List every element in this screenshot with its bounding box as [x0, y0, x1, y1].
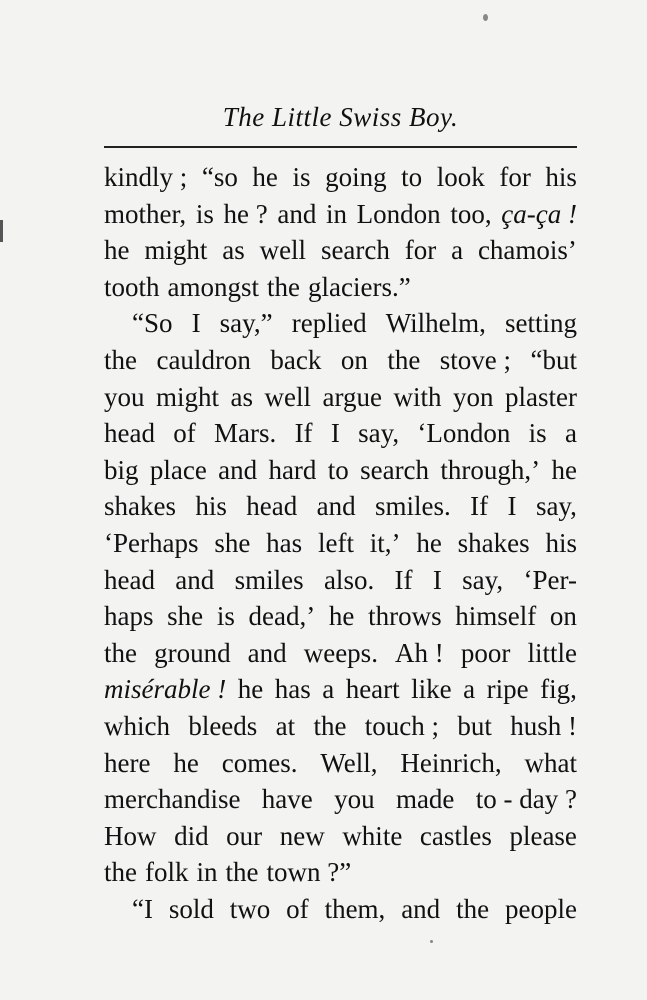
text-line	[104, 232, 577, 269]
text-line	[104, 452, 577, 489]
word: plaster	[505, 381, 577, 412]
word: is	[292, 162, 311, 192]
word: tooth	[104, 271, 160, 302]
word: dead,’	[248, 601, 316, 632]
word: the	[104, 344, 137, 375]
word: on	[549, 601, 577, 632]
text-line	[104, 745, 577, 782]
word: might	[144, 235, 208, 266]
word: stove ;	[439, 344, 512, 375]
word: with	[393, 381, 442, 412]
word: might	[156, 381, 220, 412]
word: Ah !	[395, 637, 444, 668]
word: town ?”	[266, 857, 352, 888]
word: replied	[291, 308, 367, 339]
word: search	[360, 454, 430, 485]
word: I	[330, 418, 340, 449]
word: ‘Perhaps	[104, 527, 199, 558]
word: throws	[368, 601, 442, 632]
word: shakes	[104, 491, 176, 522]
word: and	[401, 893, 441, 924]
word: himself	[455, 601, 537, 632]
text-line	[104, 305, 577, 342]
word: which	[104, 710, 170, 741]
word: ‘London	[417, 418, 511, 449]
word: folk	[145, 857, 189, 888]
text-line	[104, 342, 577, 379]
word: too,	[450, 198, 492, 229]
text-line	[104, 818, 577, 855]
body-text	[104, 159, 577, 927]
word: he	[551, 454, 577, 485]
word: I	[432, 564, 442, 595]
word: a	[451, 235, 464, 266]
word: he	[416, 527, 442, 558]
word: to - day ?	[475, 784, 577, 815]
word: castles	[419, 820, 492, 851]
word: head	[104, 418, 155, 449]
word: touch ;	[364, 710, 440, 741]
word: and	[247, 637, 287, 668]
word: Well,	[320, 747, 378, 778]
word: his	[545, 162, 577, 192]
word: bleeds	[188, 710, 258, 741]
word: like	[411, 674, 452, 705]
text-line	[104, 415, 577, 452]
word: comes.	[221, 747, 298, 778]
word: big	[104, 454, 139, 485]
word: place	[149, 454, 207, 485]
word: misérable !	[104, 674, 227, 705]
word: shakes	[457, 527, 530, 558]
word: people	[504, 893, 577, 924]
word: and	[277, 198, 317, 229]
running-header: The Little Swiss Boy.	[222, 102, 459, 132]
text-line	[104, 196, 577, 233]
word: yon	[453, 381, 494, 412]
word: If	[394, 564, 413, 595]
word: as	[230, 381, 254, 412]
word: she	[167, 601, 204, 632]
word: amongst	[167, 271, 260, 302]
word: his	[195, 491, 227, 522]
word: back	[270, 344, 322, 375]
word: head	[104, 564, 155, 595]
text-line	[104, 269, 577, 306]
word: has	[274, 674, 311, 705]
text-line	[104, 488, 577, 525]
word: Wilhelm,	[385, 308, 486, 339]
word: he	[104, 235, 130, 266]
word: the	[313, 710, 347, 741]
word: new	[279, 820, 325, 851]
text-line	[104, 854, 577, 891]
word: have	[261, 784, 313, 815]
word: ça-ça !	[501, 198, 577, 229]
word: he	[173, 747, 199, 778]
word: through,’	[440, 454, 541, 485]
word: and	[316, 491, 356, 522]
word: them,	[324, 893, 386, 924]
word: going	[325, 162, 387, 192]
word: How	[104, 820, 157, 851]
word: I	[191, 308, 201, 339]
word: white	[342, 820, 403, 851]
word: of	[173, 418, 196, 449]
word: well	[259, 235, 307, 266]
word: search	[320, 235, 390, 266]
text-line	[104, 525, 577, 562]
word: also.	[323, 564, 375, 595]
word: here	[104, 747, 151, 778]
word: to	[401, 162, 423, 192]
word: ripe	[486, 674, 529, 705]
word: made	[395, 784, 455, 815]
word: the	[267, 271, 301, 302]
word: has	[266, 527, 303, 558]
word: well	[264, 381, 312, 412]
word: glaciers.”	[308, 271, 411, 302]
word: say,”	[219, 308, 273, 339]
word: sold	[168, 893, 214, 924]
word: hush !	[510, 710, 577, 741]
text-line	[104, 781, 577, 818]
word: the	[387, 344, 421, 375]
word: the	[104, 857, 137, 888]
word: the	[104, 637, 137, 668]
word: the	[456, 893, 490, 924]
word: say,	[462, 564, 504, 595]
word: If	[294, 418, 313, 449]
word: as	[222, 235, 245, 266]
word: look	[436, 162, 485, 192]
word: on	[340, 344, 368, 375]
word: “so	[201, 162, 238, 192]
word: kindly ;	[104, 162, 188, 192]
word: hard	[268, 454, 317, 485]
word: two	[229, 893, 271, 924]
word: a	[564, 418, 577, 449]
word: a	[463, 674, 476, 705]
print-speck	[483, 14, 488, 21]
print-speck	[430, 940, 433, 943]
word: the	[225, 857, 259, 888]
word: she	[214, 527, 251, 558]
word: smiles.	[375, 491, 451, 522]
word: of	[286, 893, 309, 924]
text-line	[104, 159, 577, 196]
word: ground	[154, 637, 231, 668]
word: London	[356, 198, 441, 229]
word: his	[545, 527, 577, 558]
word: and	[218, 454, 258, 485]
word: and	[175, 564, 215, 595]
word: what	[524, 747, 577, 778]
text-line	[104, 635, 577, 672]
word: to	[327, 454, 349, 485]
word: merchandise	[104, 784, 241, 815]
word: he	[252, 162, 278, 192]
word: head	[246, 491, 298, 522]
word: mother,	[104, 198, 187, 229]
word: argue	[322, 381, 382, 412]
word: you	[104, 381, 145, 412]
text-line	[104, 598, 577, 635]
word: please	[509, 820, 577, 851]
word: say,	[535, 491, 577, 522]
word: If	[470, 491, 489, 522]
word: little	[527, 637, 577, 668]
word: poor	[460, 637, 511, 668]
word: he ?	[223, 198, 268, 229]
word: ‘Per-	[523, 564, 577, 595]
text-line	[104, 379, 577, 416]
word: “I	[132, 893, 153, 924]
word: for	[499, 162, 531, 192]
word: it,’	[369, 527, 401, 558]
word: he	[328, 601, 355, 632]
text-line	[104, 708, 577, 745]
word: I	[507, 491, 517, 522]
word: did	[174, 820, 209, 851]
text-line	[104, 671, 577, 708]
word: smiles	[234, 564, 304, 595]
word: is	[528, 418, 547, 449]
word: in	[326, 198, 348, 229]
word: setting	[505, 308, 577, 339]
word: “So	[132, 308, 173, 339]
word: left	[317, 527, 354, 558]
page-edge-mark	[0, 220, 3, 242]
word: is	[195, 198, 214, 229]
word: “but	[530, 344, 577, 375]
header-rule	[104, 146, 577, 148]
word: cauldron	[156, 344, 251, 375]
text-line	[104, 562, 577, 599]
word: heart	[345, 674, 400, 705]
word: at	[275, 710, 296, 741]
word: say,	[358, 418, 400, 449]
word: you	[334, 784, 375, 815]
word: our	[226, 820, 263, 851]
word: Heinrich,	[400, 747, 502, 778]
word: is	[216, 601, 235, 632]
word: but	[457, 710, 492, 741]
word: fig,	[540, 674, 577, 705]
word: a	[322, 674, 335, 705]
word: for	[404, 235, 437, 266]
word: weeps.	[303, 637, 378, 668]
word: haps	[104, 601, 154, 632]
word: in	[196, 857, 218, 888]
word: Mars.	[214, 418, 277, 449]
word: he	[237, 674, 264, 705]
text-line	[104, 891, 577, 928]
word: chamois’	[477, 235, 577, 266]
